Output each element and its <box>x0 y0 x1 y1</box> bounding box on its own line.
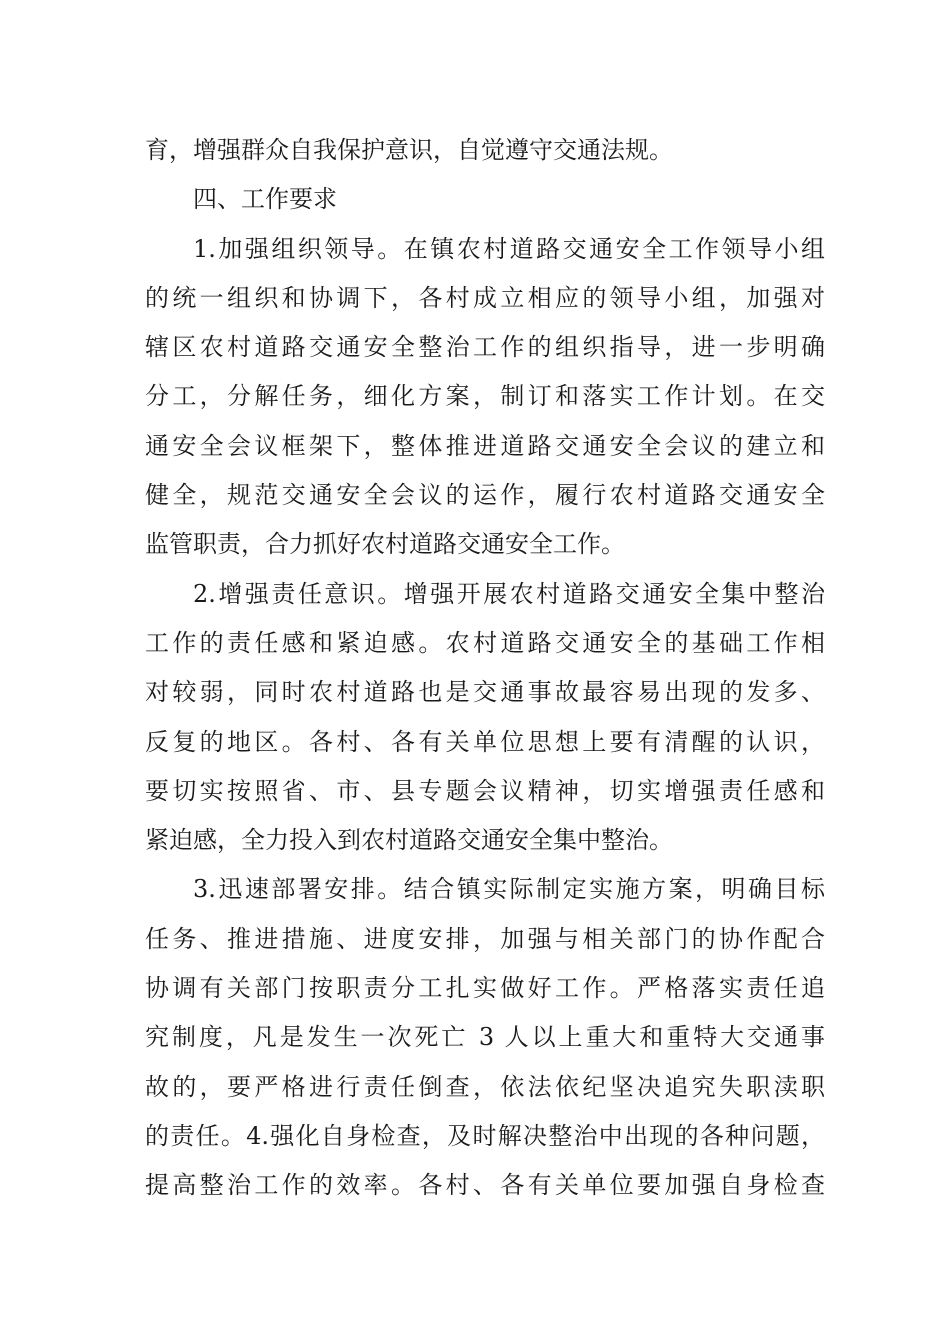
paragraph-line: 辖区农村道路交通安全整治工作的组织指导，进一步明确 <box>145 333 825 362</box>
paragraph-line: 健全，规范交通安全会议的运作，履行农村道路交通安全 <box>145 481 825 510</box>
paragraph-line: 通安全会议框架下，整体推进道路交通安全会议的建立和 <box>145 431 825 460</box>
paragraph-line: 任务、推进措施、进度安排，加强与相关部门的协作配合 <box>145 924 825 953</box>
paragraph-line: 育，增强群众自我保护意识，自觉遵守交通法规。 <box>145 136 673 164</box>
paragraph-line: 协调有关部门按职责分工扎实做好工作。严格落实责任追 <box>145 974 825 1003</box>
paragraph-line: 提高整治工作的效率。各村、各有关单位要加强自身检查 <box>145 1171 825 1200</box>
paragraph-line: 对较弱，同时农村道路也是交通事故最容易出现的发多、 <box>145 678 825 707</box>
section-heading: 四、工作要求 <box>193 185 337 214</box>
paragraph-line: 故的，要严格进行责任倒查，依法依纪坚决追究失职渎职 <box>145 1072 825 1101</box>
paragraph-line: 监管职责，合力抓好农村道路交通安全工作。 <box>145 530 625 559</box>
paragraph-line: 1.加强组织领导。在镇农村道路交通安全工作领导小组 <box>193 234 825 263</box>
paragraph-line: 2.增强责任意识。增强开展农村道路交通安全集中整治 <box>193 579 825 608</box>
paragraph-line: 工作的责任感和紧迫感。农村道路交通安全的基础工作相 <box>145 628 825 657</box>
paragraph-line: 的统一组织和协调下，各村成立相应的领导小组，加强对 <box>145 283 825 312</box>
paragraph-line: 分工，分解任务，细化方案，制订和落实工作计划。在交 <box>145 382 825 411</box>
paragraph-line: 3.迅速部署安排。结合镇实际制定实施方案，明确目标 <box>193 875 825 904</box>
paragraph-line: 紧迫感，全力投入到农村道路交通安全集中整治。 <box>145 826 673 855</box>
paragraph-line: 反复的地区。各村、各有关单位思想上要有清醒的认识， <box>145 727 825 756</box>
paragraph-line: 要切实按照省、市、县专题会议精神，切实增强责任感和 <box>145 776 825 805</box>
paragraph-line: 究制度，凡是发生一次死亡 3 人以上重大和重特大交通事 <box>145 1023 825 1052</box>
document-body <box>145 126 825 1211</box>
paragraph-line: 的责任。4.强化自身检查，及时解决整治中出现的各种问题， <box>145 1121 825 1150</box>
